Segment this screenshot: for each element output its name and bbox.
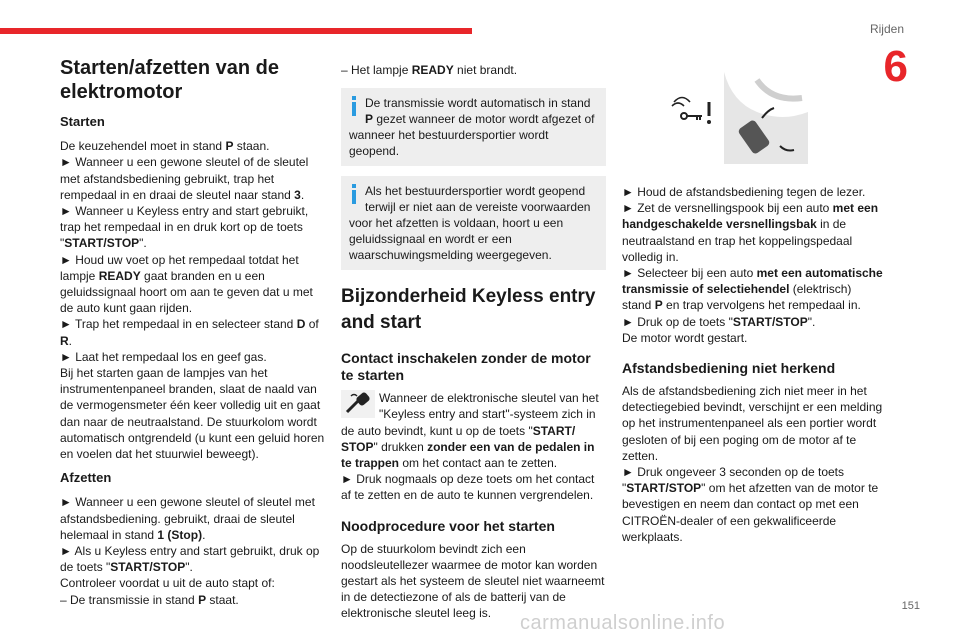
reader-steps: ► Houd de afstandsbediening tegen de lezer. ► Zet de versnellingspook bij een auto met een handgeschakelde versnellingsbak in de neutraalstand en trap het koppelingspedaal volledig in. ► Selecteer bij een auto met een automatische transmissie of selectiehendel (elektrisch) stand P en trap vervolgens het rempedaal in. ► Druk op de toets "START/STOP". De motor wordt gestart.	[622, 185, 883, 345]
heading-starten: Starten	[60, 114, 105, 129]
chapter-number: 6	[883, 42, 908, 91]
column-3	[622, 64, 884, 545]
nood-text: Op de stuurkolom bevindt zich een noodsleutellezer waarmee de motor kan worden gestart als het systeem de sleutel niet waarneemt in de detectiezone of als de batterij van de elektronische sleutel leeg is.	[341, 541, 605, 621]
heading-keyless: Bijzonderheid Keyless entry and start	[341, 286, 596, 334]
red-header-bar	[0, 28, 472, 34]
keyless-key-icon	[341, 390, 375, 418]
remote-text: Als de afstandsbediening zich niet meer in het detectiegebied bevindt, verschijnt er een melding op het instrumentenpaneel als een portier wordt gesloten of bij een poging om de motor af te zetten. ► Druk ongeveer 3 seconden op de toets "START/STOP" om het afzetten van de motor te bevestigen en neem dan contact op met een CITROËN-dealer of een gekwalificeerde werkplaats.	[622, 384, 883, 544]
section-title: Rijden	[869, 22, 904, 36]
info-box-transmission: De transmissie wordt automatisch in stand P gezet wanneer de motor wordt afgezet of wanneer het bestuurdersportier wordt geopend.	[341, 88, 606, 166]
heading-afzetten: Afzetten	[60, 470, 112, 486]
emergency-reader-illustration	[662, 72, 812, 164]
ready-line: – Het lampje READY niet brandt.	[341, 63, 518, 77]
info-box-door-open: Als het bestuurdersportier wordt geopend terwijl er niet aan de vereiste voorwaarden voor het afzetten is voldaan, hoort u een geluidssignaal en wordt er een waarschuwingsmelding weergegeven.	[341, 176, 606, 270]
heading-contact: Contact inschakelen zonder de motor te starten	[341, 350, 591, 384]
column-2	[341, 62, 606, 622]
heading-starten-afzetten: Starten/afzetten van de elektromotor	[60, 57, 279, 103]
info-icon	[351, 184, 357, 204]
info-icon	[351, 96, 357, 116]
column-1	[60, 56, 326, 608]
afzetten-text: ► Wanneer u een gewone sleutel of sleutel met afstandsbediening. gebruikt, draai de sleutel helemaal in stand 1 (Stop). ► Als u Keyless entry and start gebruikt, druk op de toets "START/STOP". Controleer voordat u uit de auto stapt of: – De transmissie in stand P staat.	[60, 495, 320, 607]
page-number: 151	[901, 600, 920, 612]
watermark: carmanualsonline.info	[520, 612, 726, 634]
heading-remote-not-recognized: Afstandsbediening niet herkend	[622, 360, 836, 377]
key-warning-icon	[672, 98, 711, 125]
contact-text: Wanneer de elektronische sleutel van het "Keyless entry and start"-systeem zich in de auto bevindt, kunt u op de toets "START/ STOP" drukken zonder een van de pedalen in te trappen om het contact aan te zetten. ► Druk nogmaals op deze toets om het contact af te zetten en de auto te kunnen vergrendelen.	[341, 391, 599, 503]
starten-text: De keuzehendel moet in stand P staan. ► Wanneer u een gewone sleutel of de sleutel met afstandsbediening gebruikt, trap het rempedaal in en draai de sleutel naar stand 3. ► Wanneer u Keyless entry and start gebruikt, trap het rempedaal in en druk kort op de toets "START/STOP". ► Houd uw voet op het rempedaal totdat het lampje READY gaat branden en u een geluidssignaal hoort om aan te geven dat u met de auto kunt gaan rijden. ► Trap het rempedaal in en selecteer stand D of R. ► Laat het rempedaal los en geef gas. Bij het starten gaan de lampjes van het instrumentenpaneel branden, slaat de naald van de vermogensmeter één keer volledig uit en gaat dan naar de neutraalstand. De stuurkolom wordt automatisch ontgrendeld (u kunt een geluid horen en voelen dat het stuurwiel beweegt).	[60, 139, 325, 462]
heading-noodprocedure: Noodprocedure voor het starten	[341, 517, 555, 534]
